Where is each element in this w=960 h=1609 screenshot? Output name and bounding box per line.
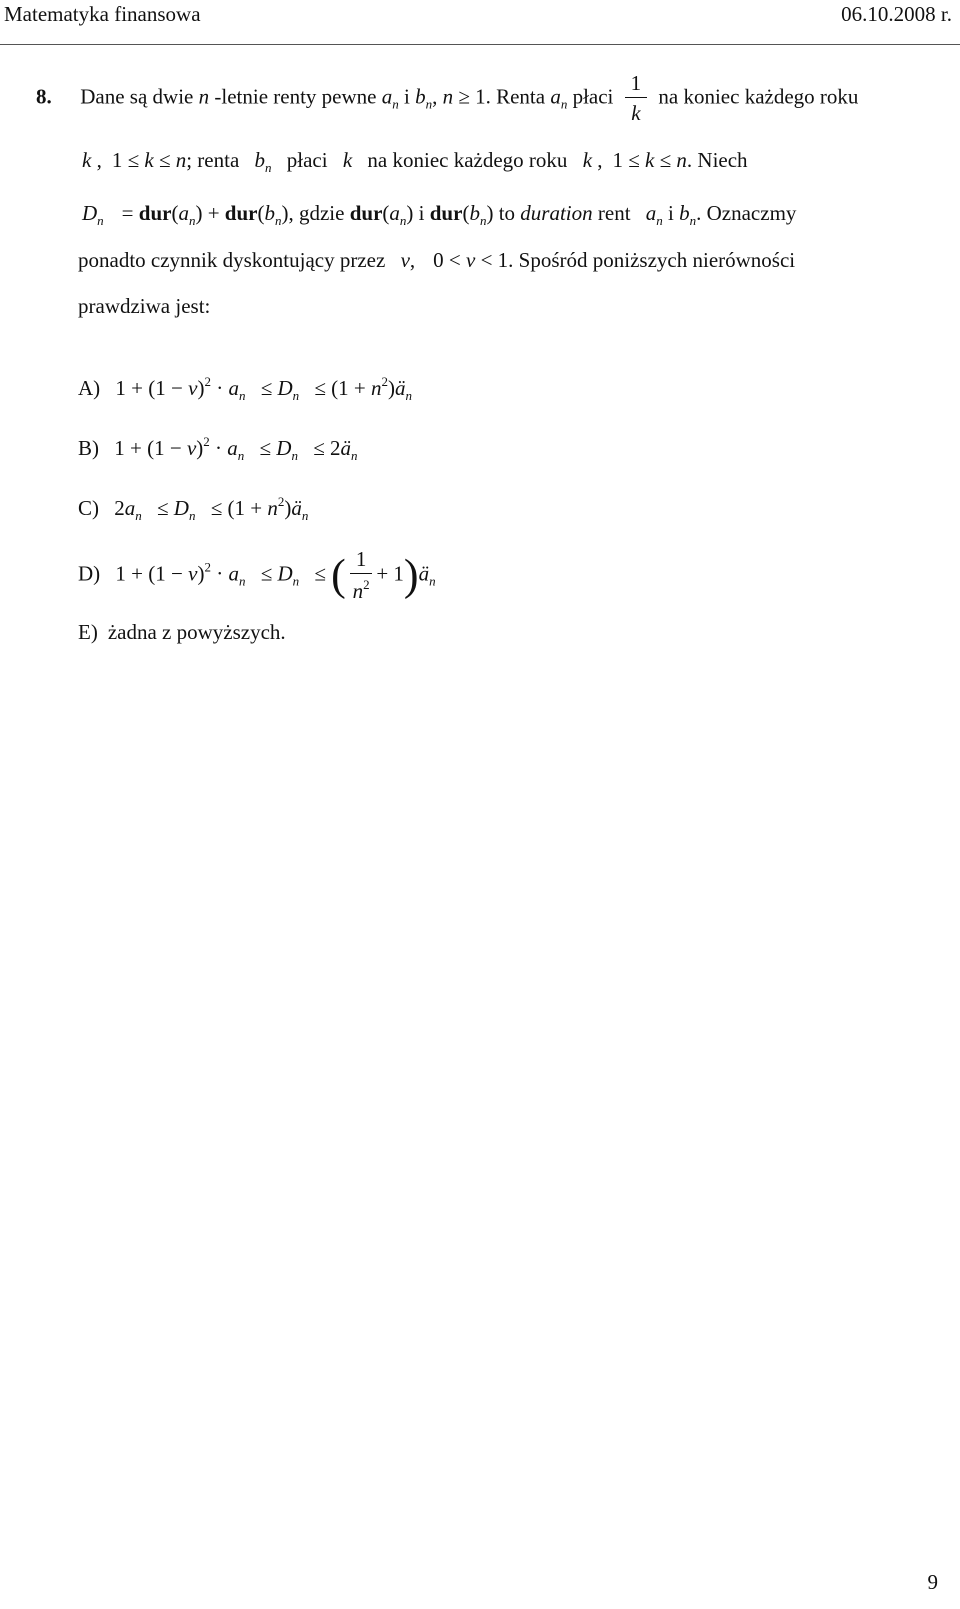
option-label: E) (78, 620, 98, 644)
fraction-denominator: k (631, 101, 641, 126)
dur-operator: dur (349, 201, 383, 225)
text-segment: płaci (281, 148, 333, 172)
text-segment: rent (592, 201, 636, 225)
problem-line-4: ponadto czynnik dyskontujący przez v, 0 < v < 1. Spośród poniższych nierówności (78, 248, 796, 272)
text-segment: płaci (567, 84, 619, 109)
dur-operator: dur (138, 201, 172, 225)
option-e-text: żadna z powyższych. (107, 620, 286, 644)
fraction-1-over-k (625, 72, 648, 125)
text-segment: na koniec każdego roku (658, 84, 859, 109)
text-segment: ponadto czynnik dyskontujący przez (78, 248, 391, 272)
text-segment: -letnie renty pewne (209, 84, 382, 109)
option-label: C) (78, 496, 99, 520)
duration-word: duration (520, 201, 593, 225)
problem-line-2: k , 1 ≤ k ≤ n; renta $b_n$ płaci k na koniec każdego roku k , 1 ≤ k ≤ n. Niech (82, 148, 748, 175)
text-segment: i (418, 201, 430, 225)
dur-operator: dur (224, 201, 258, 225)
header-title: Matematyka finansowa (4, 2, 201, 26)
header-date: 06.10.2008 r. (841, 2, 952, 26)
page-header (0, 0, 960, 45)
text-segment: to (493, 201, 521, 225)
problem-line-1: 8. Dane są dwie n -letnie renty pewne $a_n$ i $b_n$, n ≥ 1. Renta $a_n$ płaci $\frac{1}{k}$ na koniec każdego roku (36, 71, 859, 126)
option-e (78, 622, 286, 643)
option-label: D) (78, 561, 101, 586)
fraction-numerator: 1 (625, 72, 648, 98)
option-b: B) $1 + (1 - v)^2 \cdot a_n \le D_n$ ≤ $2ä_n$ (78, 434, 358, 463)
problem-number: 8. (36, 84, 52, 109)
option-c: C) $2a_n \le D_n \le (1$ + $n^2)ä_n$ (78, 494, 309, 523)
option-a: A) $1 + (1 - v)^2 \cdot a_n \le D_n \le (1$ + $n^2)ä_n$ (78, 374, 413, 403)
text-segment: ; renta (186, 148, 245, 172)
page-number: 9 (927, 1570, 938, 1594)
text-segment: , gdzie (288, 201, 350, 225)
text-segment: Spośród poniższych nierówności (518, 248, 796, 272)
option-label: A) (78, 376, 101, 400)
text-segment: Niech (697, 148, 748, 172)
problem-line-3: $D_n = dur(a_n) + dur(b_n)$, gdzie $dur(a_n)$ i $dur(b_n)$ to duration rent $a_n$ i $b_n$. Oznaczmy (82, 201, 797, 228)
text-segment: Oznaczmy (706, 201, 797, 225)
text-segment: na koniec każdego roku (362, 148, 573, 172)
text-segment: Renta (496, 84, 546, 109)
option-label: B) (78, 436, 99, 460)
dur-operator: dur (429, 201, 463, 225)
problem-line-5: prawdziwa jest: (78, 294, 211, 318)
option-d: D) $1 + (1 - v)^2 \cdot a_n \le D_n$ ≤ ( $\frac{1}{n^2}$ + $1)ä_n$ (78, 547, 436, 604)
text-segment: Dane są dwie (80, 84, 199, 109)
